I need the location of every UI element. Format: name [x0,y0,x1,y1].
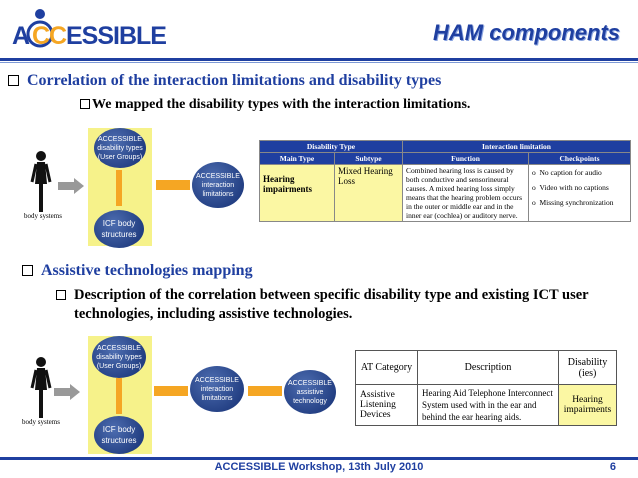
table-row [260,165,631,222]
header-divider [0,58,638,61]
checkpoint-item: o Video with no captions [532,183,609,192]
orange-right-arrow [156,180,190,190]
table2-col-at-category: AT Category [356,351,418,385]
footer-text: ACCESSIBLE Workshop, 13th July 2010 [214,461,424,473]
interaction-limitations-bubble: ACCESSIBLE interaction limitations [190,366,244,412]
table2-disability-cell: Hearing impairments [559,385,617,426]
disability-types-bubble: ACCESSIBLE disability types (User Groups) [92,336,146,378]
icf-body-structures-bubble: ICF body structures [94,416,144,454]
section1-heading [8,72,441,90]
table1-main-type-cell: Hearing impairments [260,165,335,222]
table1-col-subtype: Subtype [335,153,403,165]
table2-col-description: Description [418,351,559,385]
section2-bullet [56,286,616,324]
table2-description-cell: Hearing Aid Telephone Interconnect System used with in the ear and behind the ear hearing aids. [418,385,559,426]
assistive-technology-bubble: ACCESSIBLE assistive technology [284,370,336,414]
table1-function-cell: Combined hearing loss is caused by both conductive and sensorineural causes. A mixed hearing loss simply means that the hearing problem occurs in the outer or middle ear and in the inner ear (cochlea) or auditory nerve. [403,165,529,222]
gray-arrow-icon [58,178,84,194]
checkpoint-item: o Missing synchronization [532,198,614,207]
orange-right-arrow [154,386,188,396]
human-figure-icon [28,356,54,422]
page-number: 6 [609,461,616,473]
interaction-limitations-bubble: ACCESSIBLE interaction limitations [192,162,244,208]
section2-heading [22,262,253,280]
table1-col-main-type: Main Type [260,153,335,165]
square-bullet-icon [22,265,33,276]
orange-down-arrow [116,170,122,206]
table2-col-disability: Disability (ies) [559,351,617,385]
human-figure-icon [28,150,54,216]
section1-bullet [80,97,470,113]
section1-bullet-text: We mapped the disability types with the interaction limitations. [92,97,471,112]
gray-arrow-icon [54,384,80,400]
table1-col-checkpoints: Checkpoints [529,153,631,165]
checkpoint-item: o No caption for audio [532,168,602,177]
table1-checkpoints-cell [529,165,631,222]
square-bullet-icon [56,290,66,300]
square-bullet-icon [8,75,19,86]
slide-title: HAM components [433,20,620,45]
table2-at-cell: Assistive Listening Devices [356,385,418,426]
disability-types-bubble: ACCESSIBLE disability types (User Groups) [94,128,146,168]
svg-text:CC: CC [32,22,67,50]
logo-graphic [10,4,166,52]
disability-limitation-table [259,140,631,222]
orange-down-arrow [116,378,122,414]
square-bullet-icon [80,99,90,109]
svg-text:ESSIBLE: ESSIBLE [66,22,166,50]
icf-body-structures-bubble: ICF body structures [94,210,144,248]
table1-subtype-cell: Mixed Hearing Loss [335,165,403,222]
section2-bullet-text: Description of the correlation between specific disability type and existing ICT user technologies, including assistive technologies. [74,287,589,322]
table-row [356,385,617,426]
footer-divider [0,457,638,460]
table1-col-function: Function [403,153,529,165]
accessible-logo [10,4,166,52]
section2-heading-text: Assistive technologies mapping [41,262,253,279]
body-systems-caption: body systems [24,212,62,220]
table1-group-disability: Disability Type [260,141,403,153]
body-systems-caption: body systems [22,418,60,426]
header-divider-thin [0,62,638,63]
assistive-technology-table [355,350,617,426]
section1-heading-text: Correlation of the interaction limitations and disability types [27,72,442,89]
table1-group-limitation: Interaction limitation [403,141,631,153]
svg-text:A: A [12,22,30,50]
orange-right-arrow [248,386,282,396]
